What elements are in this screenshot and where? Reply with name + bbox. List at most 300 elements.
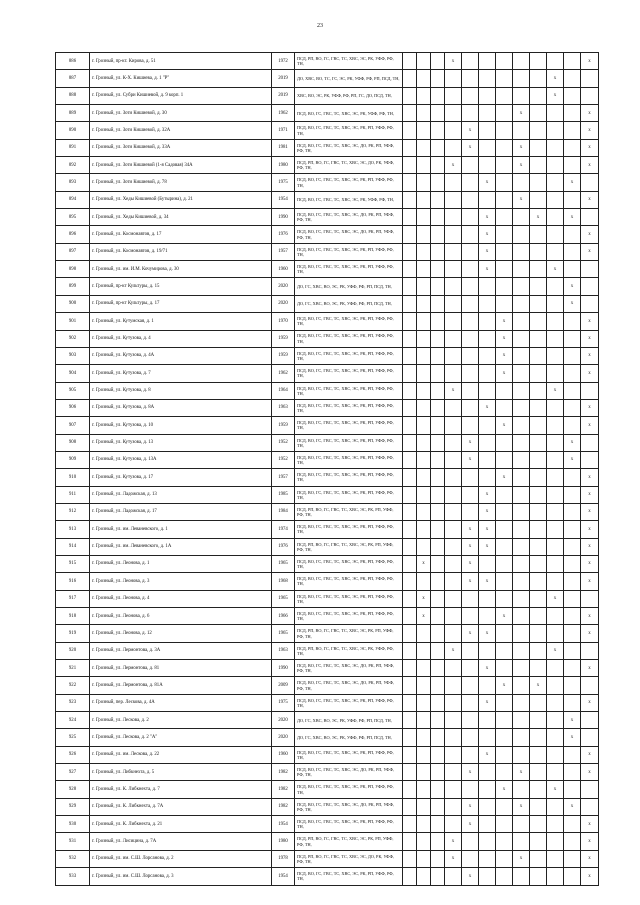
period-cell xyxy=(445,521,462,538)
period-cell xyxy=(547,139,564,156)
period-cell xyxy=(530,781,547,798)
period-cell xyxy=(530,399,547,416)
period-cell xyxy=(564,70,581,87)
period-mark-cell: x xyxy=(445,833,462,850)
period-cell xyxy=(496,538,513,555)
period-cell xyxy=(431,295,445,312)
period-cell xyxy=(530,503,547,520)
period-cell xyxy=(513,209,530,226)
table-row xyxy=(56,850,599,867)
period-cell xyxy=(431,87,445,104)
period-cell xyxy=(417,729,431,746)
period-cell xyxy=(547,555,564,572)
period-cell xyxy=(417,278,431,295)
period-cell xyxy=(530,382,547,399)
period-cell xyxy=(431,122,445,139)
address-cell: г. Грозный, ул. Кутузова, д. 4 xyxy=(90,330,272,347)
year-cell: 1963 xyxy=(272,399,295,416)
period-cell xyxy=(417,191,431,208)
year-cell: 1990 xyxy=(272,209,295,226)
works-list-cell: ПСД, РП, ВО, ГС, ГВС, ТС, ХВС, ЭС, РК, РП, УФФ, РФ, ТН, xyxy=(295,625,403,642)
table-row xyxy=(56,105,599,122)
row-number-cell: 929 xyxy=(56,798,90,815)
period-cell xyxy=(513,712,530,729)
period-cell xyxy=(445,295,462,312)
row-number-cell: 889 xyxy=(56,105,90,122)
row-number-cell: 915 xyxy=(56,555,90,572)
period-mark-cell: x xyxy=(479,486,496,503)
table-row xyxy=(56,243,599,260)
period-cell xyxy=(417,70,431,87)
period-mark-cell: x xyxy=(479,746,496,763)
row-number-cell: 924 xyxy=(56,712,90,729)
address-cell: г. Грозный, ул. Леонова, д. 3 xyxy=(90,573,272,590)
period-mark-cell: x xyxy=(479,261,496,278)
period-cell xyxy=(403,226,417,243)
period-cell xyxy=(479,798,496,815)
period-cell xyxy=(403,642,417,659)
year-cell: 1964 xyxy=(272,382,295,399)
works-list-cell: ПСД, ВО, ГС, ГВС, ТС, ХВС, ЭС, ДО, РК, РП, УФФ, РФ, ТН, xyxy=(295,660,403,677)
table-row xyxy=(56,261,599,278)
table-row xyxy=(56,746,599,763)
year-cell: 1982 xyxy=(272,798,295,815)
period-cell xyxy=(479,469,496,486)
period-cell xyxy=(431,712,445,729)
period-cell xyxy=(547,798,564,815)
period-mark-cell: x xyxy=(496,781,513,798)
period-mark-cell: x xyxy=(547,261,564,278)
period-cell xyxy=(581,712,599,729)
period-cell xyxy=(547,850,564,867)
period-mark-cell: x xyxy=(564,174,581,191)
row-number-cell: 911 xyxy=(56,486,90,503)
year-cell: 1959 xyxy=(272,347,295,364)
period-cell xyxy=(462,278,479,295)
period-cell xyxy=(530,798,547,815)
period-cell xyxy=(431,868,445,885)
table-row xyxy=(56,451,599,468)
period-cell xyxy=(479,555,496,572)
table-row xyxy=(56,278,599,295)
year-cell: 1985 xyxy=(272,486,295,503)
period-cell xyxy=(530,330,547,347)
period-cell xyxy=(547,625,564,642)
period-cell xyxy=(403,798,417,815)
period-cell xyxy=(496,746,513,763)
period-cell xyxy=(479,87,496,104)
period-cell xyxy=(479,382,496,399)
period-mark-cell: x xyxy=(479,694,496,711)
period-cell xyxy=(547,469,564,486)
period-cell xyxy=(462,590,479,607)
address-cell: г. Грозный, ул. Кутузова, д. 8 xyxy=(90,382,272,399)
period-mark-cell: x xyxy=(513,798,530,815)
period-cell xyxy=(445,868,462,885)
period-cell xyxy=(445,608,462,625)
address-cell: г. Грозный, пр-кт Культуры, д. 17 xyxy=(90,295,272,312)
table-row xyxy=(56,417,599,434)
period-mark-cell: x xyxy=(479,625,496,642)
works-list-cell: ПСД, ВО, ГС, ГВС, ТС, ХВС, ЭС, РК, РП, УФФ, РФ, ТН, xyxy=(295,486,403,503)
period-mark-cell: x xyxy=(581,660,599,677)
period-cell xyxy=(496,625,513,642)
period-cell xyxy=(403,503,417,520)
period-cell xyxy=(530,139,547,156)
works-list-cell: ПСД, ВО, ГС, ГВС, ТС, ХВС, ЭС, РК, РП, УФФ, РФ, ТН, xyxy=(295,313,403,330)
period-cell xyxy=(564,313,581,330)
housing-repair-table xyxy=(55,52,599,886)
period-cell xyxy=(513,486,530,503)
period-cell xyxy=(403,243,417,260)
period-cell xyxy=(496,209,513,226)
row-number-cell: 910 xyxy=(56,469,90,486)
period-cell xyxy=(530,261,547,278)
period-cell xyxy=(403,313,417,330)
period-cell xyxy=(513,660,530,677)
period-cell xyxy=(479,278,496,295)
period-cell xyxy=(431,365,445,382)
year-cell: 1978 xyxy=(272,850,295,867)
table-row xyxy=(56,469,599,486)
period-mark-cell: x xyxy=(462,451,479,468)
period-cell xyxy=(431,382,445,399)
period-cell xyxy=(513,642,530,659)
row-number-cell: 913 xyxy=(56,521,90,538)
period-cell xyxy=(564,347,581,364)
table-row xyxy=(56,642,599,659)
period-cell xyxy=(547,608,564,625)
address-cell: г. Грозный, ул. К-Х. Кишиева, д. 1 "Р" xyxy=(90,70,272,87)
period-cell xyxy=(403,347,417,364)
period-mark-cell: x xyxy=(581,399,599,416)
row-number-cell: 886 xyxy=(56,53,90,70)
period-cell xyxy=(403,417,417,434)
period-cell xyxy=(445,694,462,711)
period-mark-cell: x xyxy=(581,347,599,364)
works-list-cell: ПСД, ВО, ГС, ГВС, ТС, ХВС, ЭС, РК, РП, УФФ, РФ, ТН, xyxy=(295,590,403,607)
period-cell xyxy=(564,87,581,104)
year-cell: 1962 xyxy=(272,105,295,122)
period-cell xyxy=(445,538,462,555)
works-list-cell: ПСД, ВО, ГС, ГВС, ТС, ХВС, ЭС, РК, РП, УФФ, РФ, ТН, xyxy=(295,347,403,364)
period-cell xyxy=(417,694,431,711)
period-mark-cell: x xyxy=(564,278,581,295)
period-cell xyxy=(530,226,547,243)
works-list-cell: ПСД, РП, ВО, ГС, ГВС, ТС, ХВС, ЭС, ДО, РК, УФФ, РФ, ТН, xyxy=(295,157,403,174)
table-row xyxy=(56,694,599,711)
period-cell xyxy=(513,365,530,382)
period-mark-cell: x xyxy=(581,746,599,763)
period-cell xyxy=(581,451,599,468)
period-cell xyxy=(581,87,599,104)
address-cell: г. Грозный, ул. Кутузова, д. 13 xyxy=(90,434,272,451)
period-mark-cell: x xyxy=(496,365,513,382)
address-cell: г. Грозный, ул. им. Лескова, д. 22 xyxy=(90,746,272,763)
period-cell xyxy=(417,139,431,156)
period-cell xyxy=(564,105,581,122)
period-cell xyxy=(564,555,581,572)
period-cell xyxy=(445,729,462,746)
period-cell xyxy=(403,521,417,538)
period-cell xyxy=(564,694,581,711)
period-cell xyxy=(479,191,496,208)
period-mark-cell: x xyxy=(496,313,513,330)
period-mark-cell: x xyxy=(564,712,581,729)
address-cell: г. Грозный, ул. К. Либкнехта, д. 7А xyxy=(90,798,272,815)
works-list-cell: ДО, ГС, ХВС, ВО, ЭС, РК, УФФ, РФ, РП, ПСД, ТН, xyxy=(295,295,403,312)
period-cell xyxy=(431,642,445,659)
address-cell: г. Грозный, ул. Леонова, д. 6 xyxy=(90,608,272,625)
period-cell xyxy=(564,868,581,885)
works-list-cell: ПСД, ВО, ГС, ГВС, ТС, ХВС, ЭС, РК, РП, УФФ, РФ, ТН, xyxy=(295,781,403,798)
period-cell xyxy=(445,70,462,87)
period-cell xyxy=(417,781,431,798)
period-cell xyxy=(462,365,479,382)
period-cell xyxy=(417,313,431,330)
period-cell xyxy=(513,53,530,70)
address-cell: г. Грозный, ул. Лескова, д. 2 "А" xyxy=(90,729,272,746)
period-mark-cell: x xyxy=(581,868,599,885)
address-cell: г. Грозный, ул. Зоти Кишиевой, д. 33А xyxy=(90,139,272,156)
period-cell xyxy=(530,469,547,486)
period-cell xyxy=(403,382,417,399)
year-cell: 2020 xyxy=(272,278,295,295)
year-cell: 1975 xyxy=(272,694,295,711)
period-cell xyxy=(431,729,445,746)
works-list-cell: ПСД, ВО, ГС, ГВС, ТС, ХВС, ЭС, РК, РП, УФФ, РФ, ТН, xyxy=(295,399,403,416)
period-cell xyxy=(530,434,547,451)
period-mark-cell: x xyxy=(564,798,581,815)
period-cell xyxy=(530,868,547,885)
address-cell: г. Грозный, ул. Ладожская, д. 13 xyxy=(90,486,272,503)
row-number-cell: 898 xyxy=(56,261,90,278)
period-mark-cell: x xyxy=(581,226,599,243)
period-cell xyxy=(417,87,431,104)
period-mark-cell: x xyxy=(496,330,513,347)
period-cell xyxy=(445,243,462,260)
period-cell xyxy=(530,816,547,833)
period-mark-cell: x xyxy=(445,850,462,867)
row-number-cell: 897 xyxy=(56,243,90,260)
period-cell xyxy=(431,243,445,260)
works-list-cell: ПСД, РП, ВО, ГС, ГВС, ТС, ХВС, ЭС, РК, РП, УФФ, РФ, ТН, xyxy=(295,538,403,555)
period-mark-cell: x xyxy=(581,469,599,486)
period-cell xyxy=(431,555,445,572)
period-cell xyxy=(547,105,564,122)
period-cell xyxy=(513,868,530,885)
row-number-cell: 909 xyxy=(56,451,90,468)
row-number-cell: 896 xyxy=(56,226,90,243)
table-row xyxy=(56,781,599,798)
row-number-cell: 917 xyxy=(56,590,90,607)
table-row xyxy=(56,174,599,191)
works-list-cell: ПСД, ВО, ГС, ГВС, ТС, ХВС, ЭС, РК, РП, УФФ, РФ, ТН, xyxy=(295,868,403,885)
period-mark-cell: x xyxy=(462,573,479,590)
year-cell: 1954 xyxy=(272,816,295,833)
period-cell xyxy=(496,243,513,260)
period-cell xyxy=(403,365,417,382)
period-cell xyxy=(496,660,513,677)
address-cell: г. Грозный, пр-кт Культуры, д. 15 xyxy=(90,278,272,295)
row-number-cell: 907 xyxy=(56,417,90,434)
period-cell xyxy=(479,608,496,625)
period-cell xyxy=(417,521,431,538)
period-cell xyxy=(417,330,431,347)
period-cell xyxy=(479,53,496,70)
period-cell xyxy=(547,712,564,729)
period-cell xyxy=(431,330,445,347)
period-cell xyxy=(417,660,431,677)
period-cell xyxy=(530,608,547,625)
year-cell: 1957 xyxy=(272,469,295,486)
works-list-cell: ПСД, ВО, ГС, ГВС, ТС, ХВС, ЭС, РК, РП, УФФ, РФ, ТН, xyxy=(295,608,403,625)
period-cell xyxy=(417,226,431,243)
works-list-cell: ДО, ХВС, ВО, ТС, ГС, ЭС, РК, УФФ, РФ, РП, ПСД, ТН, xyxy=(295,70,403,87)
period-cell xyxy=(462,53,479,70)
period-mark-cell: x xyxy=(564,434,581,451)
period-mark-cell: x xyxy=(496,608,513,625)
table-row xyxy=(56,191,599,208)
period-cell xyxy=(564,399,581,416)
period-cell xyxy=(462,850,479,867)
period-cell xyxy=(431,833,445,850)
period-mark-cell: x xyxy=(547,382,564,399)
period-mark-cell: x xyxy=(564,451,581,468)
period-cell xyxy=(530,694,547,711)
period-cell xyxy=(530,105,547,122)
period-cell xyxy=(547,226,564,243)
period-cell xyxy=(462,781,479,798)
period-mark-cell: x xyxy=(462,816,479,833)
period-cell xyxy=(445,555,462,572)
period-cell xyxy=(530,642,547,659)
row-number-cell: 902 xyxy=(56,330,90,347)
year-cell: 1976 xyxy=(272,226,295,243)
period-cell xyxy=(403,399,417,416)
period-cell xyxy=(530,451,547,468)
table-row xyxy=(56,764,599,781)
period-cell xyxy=(403,573,417,590)
period-cell xyxy=(513,833,530,850)
period-cell xyxy=(445,139,462,156)
period-mark-cell: x xyxy=(479,503,496,520)
period-cell xyxy=(462,486,479,503)
table-row xyxy=(56,87,599,104)
works-list-cell: ПСД, ВО, ГС, ГВС, ТС, ХВС, ЭС, РК, РП, УФФ, РФ, ТН, xyxy=(295,469,403,486)
period-cell xyxy=(496,850,513,867)
period-cell xyxy=(513,625,530,642)
works-list-cell: ПСД, ВО, ГС, ГВС, ТС, ХВС, ЭС, РК, РП, УФФ, РФ, ТН, xyxy=(295,451,403,468)
year-cell: 1982 xyxy=(272,781,295,798)
year-cell: 1972 xyxy=(272,53,295,70)
period-cell xyxy=(496,191,513,208)
address-cell: г. Грозный, ул. Лермонтова, д. 3А xyxy=(90,642,272,659)
row-number-cell: 926 xyxy=(56,746,90,763)
period-cell xyxy=(462,503,479,520)
period-cell xyxy=(581,798,599,815)
period-cell xyxy=(564,417,581,434)
works-list-cell: ПСД, ВО, ГС, ГВС, ТС, ХВС, ЭС, ДО, РК, РП, УФФ, РФ, ТН, xyxy=(295,209,403,226)
period-cell xyxy=(462,226,479,243)
period-cell xyxy=(547,868,564,885)
period-cell xyxy=(403,139,417,156)
period-cell xyxy=(462,694,479,711)
table-row xyxy=(56,347,599,364)
period-cell xyxy=(403,122,417,139)
period-mark-cell: x xyxy=(479,399,496,416)
period-cell xyxy=(479,434,496,451)
address-cell: г. Грозный, ул. Лермонтова, д. 81А xyxy=(90,677,272,694)
works-list-cell: ПСД, ВО, ГС, ГВС, ТС, ХВС, ЭС, ДО, РК, РП, УФФ, РФ, ТН, xyxy=(295,798,403,815)
period-cell xyxy=(403,278,417,295)
year-cell: 1957 xyxy=(272,243,295,260)
period-mark-cell: x xyxy=(581,53,599,70)
year-cell: 1984 xyxy=(272,503,295,520)
period-cell xyxy=(496,382,513,399)
period-mark-cell: x xyxy=(547,70,564,87)
period-cell xyxy=(513,243,530,260)
period-cell xyxy=(547,694,564,711)
period-cell xyxy=(403,764,417,781)
period-cell xyxy=(462,417,479,434)
row-number-cell: 908 xyxy=(56,434,90,451)
period-cell xyxy=(530,764,547,781)
period-cell xyxy=(462,330,479,347)
period-mark-cell: x xyxy=(479,209,496,226)
period-cell xyxy=(513,469,530,486)
period-cell xyxy=(564,642,581,659)
period-cell xyxy=(547,243,564,260)
works-list-cell: ПСД, РП, ВО, ГС, ГВС, ТС, ХВС, ЭС, ДО, РК, УФФ, РФ, ТН, xyxy=(295,850,403,867)
address-cell: г. Грозный, ул. им. С.Ш. Лорсанова, д. 2 xyxy=(90,850,272,867)
table-row xyxy=(56,660,599,677)
period-cell xyxy=(445,781,462,798)
period-cell xyxy=(479,330,496,347)
period-cell xyxy=(547,330,564,347)
period-cell xyxy=(547,451,564,468)
period-cell xyxy=(403,538,417,555)
period-cell xyxy=(547,746,564,763)
period-mark-cell: x xyxy=(479,226,496,243)
period-mark-cell: x xyxy=(581,313,599,330)
period-cell xyxy=(417,712,431,729)
period-mark-cell: x xyxy=(479,521,496,538)
period-mark-cell: x xyxy=(547,87,564,104)
period-cell xyxy=(564,486,581,503)
period-cell xyxy=(496,87,513,104)
period-cell xyxy=(496,278,513,295)
period-cell xyxy=(547,677,564,694)
table-row xyxy=(56,521,599,538)
period-cell xyxy=(431,53,445,70)
table-row xyxy=(56,313,599,330)
period-cell xyxy=(513,87,530,104)
period-cell xyxy=(530,746,547,763)
period-cell xyxy=(462,677,479,694)
period-cell xyxy=(445,434,462,451)
period-cell xyxy=(530,555,547,572)
year-cell: 2019 xyxy=(272,70,295,87)
period-mark-cell: x xyxy=(581,850,599,867)
period-cell xyxy=(479,105,496,122)
address-cell: г. Грозный, ул. Кутузова, д. 17 xyxy=(90,469,272,486)
period-cell xyxy=(403,70,417,87)
period-mark-cell: x xyxy=(479,174,496,191)
period-cell xyxy=(431,798,445,815)
period-mark-cell: x xyxy=(581,608,599,625)
period-cell xyxy=(462,105,479,122)
